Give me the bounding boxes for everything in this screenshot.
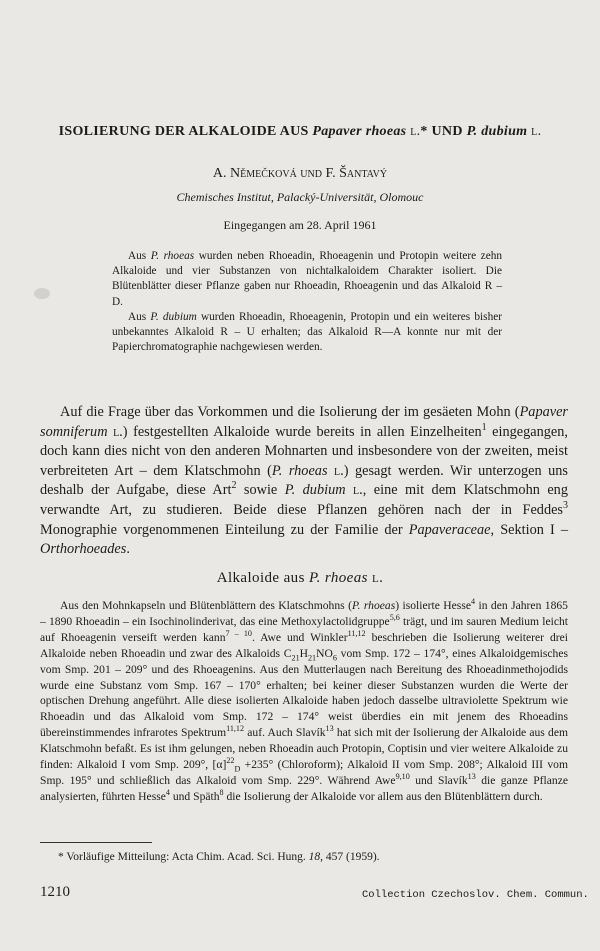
intro-text: sowie [236,482,285,499]
section-body [40,598,568,805]
body-text: in den Jahren 1865 – 1890 Rhoeadin – ein Isochinolinderivat, das eine Methoxylactolidgruppe [40,599,568,628]
reference-mark: 7 – 10 [225,628,252,638]
body-text: und Späth [169,789,220,803]
reference-mark: 13 [467,772,476,782]
body-text: H [299,646,308,660]
body-text: die Isolierung der Alkaloide vor allem aus den Blütenblättern durch. [223,789,543,803]
body-text: . Awe und Winkler [251,630,348,644]
abstract [112,249,502,355]
title-abbr-2: l. [527,124,542,139]
section-heading-species: P. rhoeas [308,570,368,586]
intro-abbr: l. [107,423,123,440]
section-heading-text: Alkaloide aus [216,570,309,586]
intro-paragraph [40,403,568,560]
received-date: Eingegangen am 28. April 1961 [223,218,377,232]
intro-text: . [126,541,130,558]
section-heading [0,570,600,587]
introduction [40,403,568,560]
page-number: 1210 [40,884,70,900]
intro-species: P. dubium [284,482,346,499]
abstract-text: Aus [128,250,151,262]
footnote-text: * Vorläufige Mitteilung: Acta Chim. Acad. Sci. Hung. [58,851,309,863]
body-text: hat sich mit der Isolierung der Alkaloide aus dem Klatschmohn befaßt. Es ist ihm gelungen, neben Rhoeadin auch Protopin, Coptisin und vier weitere Alkaloide zu finden: Alkaloid I vom Smp. 209°, [α] [40,726,568,772]
rotation-line: D [234,764,241,774]
body-paragraph [40,598,568,805]
authors: A. Němečková und F. Šantavý [212,166,388,181]
journal-name: Collection Czechoslov. Chem. Commun. [362,889,589,901]
formula-subscript: 6 [332,653,337,663]
abstract-species: P. dubium [150,310,197,323]
reference-mark: 11,12 [347,628,366,638]
reference-mark: 4 [165,788,170,798]
abstract-paragraph [112,310,502,356]
intro-species: Papaveraceae [408,521,491,538]
intro-text: Monographie vorgenommenen Einteilung zu der Familie der [40,521,409,538]
intro-species: Orthorhoeades [40,541,127,558]
footnote-divider [40,842,152,843]
intro-text: ) festgestellten Alkaloide wurde bereits in allen Einzelheiten [122,423,482,440]
title-text: ISOLIERUNG DER ALKALOIDE AUS [58,124,313,139]
intro-species: Papaver somniferum [40,404,568,440]
reference-mark: 8 [219,788,224,798]
formula-subscript: 21 [308,653,317,663]
body-text: NO [316,646,333,660]
intro-abbr: l. [345,482,363,499]
paper-smudge [34,288,50,299]
reference-mark: 5,6 [389,613,400,623]
reference-mark: 1 [481,421,487,433]
article-title [0,124,600,140]
title-species-2: P. dubium [466,124,528,139]
abstract-text: wurden neben Rhoeadin, Rhoeagenin und Protopin weitere zehn Alkaloide und vier Substanzen von nichtalkaloidem Charakter isoliert. Die Blütenblätter dieser Pflanze gaben nur Rhoeadin, Rhoeagenin und das Alkaloid R – D. [112,250,503,308]
footnote-volume: 18 [308,851,321,863]
abstract-species: P. rhoeas [150,250,195,262]
reference-mark: 13 [325,724,334,734]
title-abbr-1: l. [406,124,421,139]
section-heading-abbr: l. [367,570,384,586]
intro-text: eingegangen, doch kann dies nicht von den anderen Mohnarten und insbesondere von der zweiten, meist verbreiteten Art – dem Klatschmohn ( [40,423,568,479]
intro-text: , eine mit dem Klatschmohn eng verwandte Art, zu studieren. Beide diese Pflanzen gehören nach der in Feddes [40,482,568,518]
body-text: +235° (Chloroform); Alkaloid II vom Smp. 208°; Alkaloid III vom Smp. 195° und schließlich das Alkaloid vom Smp. 229°. Während Awe [40,758,568,787]
footnote [58,851,558,863]
intro-species: P. rhoeas [271,462,328,479]
body-text: auf. Auch Slavík [244,726,326,740]
body-text: beschrieben die Isolierung weiterer drei Alkaloide neben Rhoeadin und zwar des Alkaloids C [40,630,569,660]
abstract-text: wurden Rhoeadin, Rhoeagenin, Protopin und ein weiteres bisher unbekanntes Alkaloid R – U erhalten; das Alkaloid R—A konnte nur mit der Papierchromatographie nachgewiesen werden. [112,310,502,354]
rotation-temperature: 22 [226,756,235,766]
body-text: die ganze Pflanze analysierten, führten Hesse [40,773,568,803]
intro-text: , Sektion I – [490,521,568,538]
title-mid: * UND [420,124,467,139]
body-text: vom Smp. 172 – 174°, eines Alkaloidgemisches vom Smp. 201 – 209° und des Rhoeagenins. Aus den Mutterlaugen nach Bereitung des Rhoeadinmethojodids wurde eine Substanz vom Smp. 167 – 170° erhalten; bei keiner dieser Substanzen wurden die Werte der optischen Drehung angeführt. Alle diese isolierten Alkaloide haben jedoch dasselbe ultraviolette Spektrum wie Rhoeadin und das Alkaloid vom Smp. 172 – 174° weist überdies ein mit jenem des Rhoeadins übereinstimmendes infrarotes Spektrum [40,646,568,740]
formula-subscript: 21 [291,653,300,663]
intro-abbr: l. [327,462,344,479]
reference-mark: 9,10 [395,772,410,782]
abstract-paragraph [112,249,502,310]
title-species-1: Papaver rhoeas [312,124,407,139]
body-text: Aus den Mohnkapseln und Blütenblättern des Klatschmohns ( [60,599,352,612]
intro-text: Auf die Frage über das Vorkommen und die Isolierung der im gesäeten Mohn ( [60,404,520,420]
body-species: P. rhoeas [351,599,396,612]
intro-text: ) gesagt werden. Wir unterzogen uns deshalb der Aufgabe, diese Art [40,462,568,499]
body-text: ) isolierte Hesse [395,599,471,612]
reference-mark: 11,12 [226,724,245,734]
abstract-text: Aus [128,310,151,323]
reference-mark: 3 [563,500,568,512]
reference-mark: 2 [231,480,237,492]
footnote-text: , 457 (1959). [320,851,380,863]
reference-mark: 4 [470,597,476,607]
body-text: trägt, und im sauren Medium leicht auf Rhoeagenin verseift werden kann [40,614,568,644]
body-text: und Slavík [409,773,468,787]
affiliation: Chemisches Institut, Palacký-Universität, Olomouc [176,190,424,204]
